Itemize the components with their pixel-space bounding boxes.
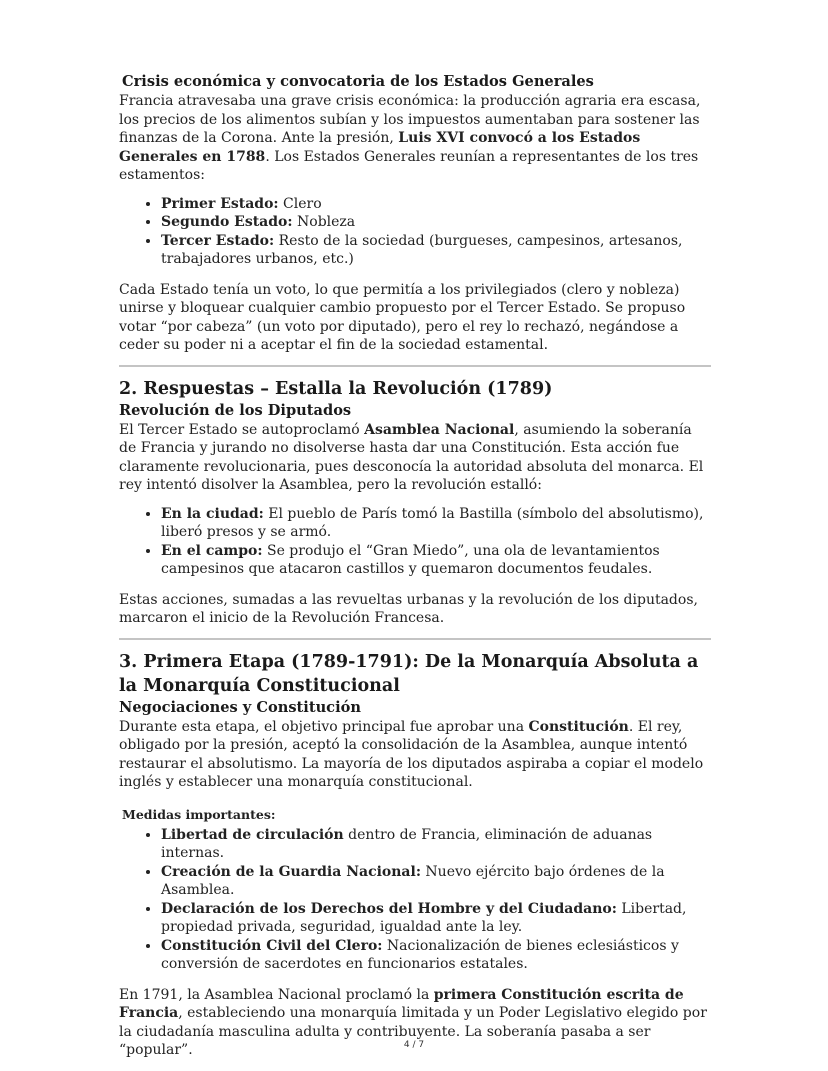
section-revolution: [119, 377, 711, 628]
list-item: • En la ciudad: El pueblo de París tomó la Bastilla (símbolo del absolutismo), liberó presos y se armó.: [161, 505, 711, 542]
measures-heading: Medidas importantes:: [122, 806, 276, 822]
measures-list: [119, 826, 711, 974]
uprisings-list: [119, 505, 711, 579]
section-divider: [119, 638, 711, 640]
heading-first-stage: 3. Primera Etapa (1789-1791): De la Monarquía Absoluta a la Monarquía Constitucional: [119, 651, 699, 696]
list-item: • Constitución Civil del Clero: Nacionalización de bienes eclesiásticos y conversión de sacerdotes en funcionarios estatales.: [161, 937, 711, 974]
list-item: • Declaración de los Derechos del Hombre y del Ciudadano: Libertad, propiedad privada, seguridad, igualdad ante la ley.: [161, 900, 711, 937]
paragraph-constitution-1791: En 1791, la Asamblea Nacional proclamó la primera Constitución escrita de Francia, estableciendo una monarquía limitada y un Poder Legislativo elegido por la ciudadanía masculina adulta y contribuyente. La soberanía pasaba a ser “popular”.: [119, 986, 707, 1058]
paragraph-crisis: Francia atravesaba una grave crisis económica: la producción agraria era escasa, los precios de los alimentos subían y los impuestos aumentaban para sostener las finanzas de la Corona. Ante la presión, Luis XVI convocó a los Estados Generales en 1788. Los Estados Generales reunían a representantes de los tres estamentos:: [119, 93, 701, 183]
list-item: • Tercer Estado: Resto de la sociedad (burgueses, campesinos, artesanos, trabajadores urbanos, etc.): [161, 232, 711, 269]
subheading-crisis: Crisis económica y convocatoria de los Estados Generales: [122, 73, 594, 90]
estates-list: [119, 195, 711, 269]
paragraph-negotiations: Durante esta etapa, el objetivo principal fue aprobar una Constitución. El rey, obligado por la presión, aceptó la consolidación de la Asamblea, aunque intentó restaurar el absolutismo. La mayoría de los diputados aspiraba a copiar el modelo inglés y establecer una monarquía constitucional.: [119, 718, 704, 790]
list-item: • En el campo: Se produjo el “Gran Miedo”, una ola de levantamientos campesinos que atacaron castillos y quemaron documentos feudales.: [161, 542, 711, 579]
section-first-stage: [119, 650, 711, 1060]
subheading-negotiations: Negociaciones y Constitución: [119, 698, 361, 716]
list-item: • Segundo Estado: Nobleza: [161, 213, 711, 232]
paragraph-revolution-start: Estas acciones, sumadas a las revueltas urbanas y la revolución de los diputados, marcaron el inicio de la Revolución Francesa.: [119, 591, 698, 626]
section-divider: [119, 365, 711, 367]
list-item: • Creación de la Guardia Nacional: Nuevo ejército bajo órdenes de la Asamblea.: [161, 863, 711, 900]
section-crisis: [119, 72, 711, 355]
document-page: [119, 72, 711, 1060]
paragraph-voting: Cada Estado tenía un voto, lo que permitía a los privilegiados (clero y nobleza) unirse y bloquear cualquier cambio propuesto por el Tercer Estado. Se propuso votar “por cabeza” (un voto por diputado), pero el rey lo rechazó, negándose a ceder su poder ni a aceptar el fin de la sociedad estamental.: [119, 281, 686, 353]
subheading-deputies: Revolución de los Diputados: [119, 401, 352, 419]
paragraph-deputies: El Tercer Estado se autoproclamó Asamblea Nacional, asumiendo la soberanía de Francia y jurando no disolverse hasta dar una Constitución. Esta acción fue claramente revolucionaria, pues desconocía la autoridad absoluta del monarca. El rey intentó disolver la Asamblea, pero la revolución estalló:: [119, 421, 704, 493]
heading-revolution: 2. Respuestas – Estalla la Revolución (1789): [119, 378, 553, 399]
list-item: • Libertad de circulación dentro de Francia, eliminación de aduanas internas.: [161, 826, 711, 863]
list-item: • Primer Estado: Clero: [161, 195, 711, 214]
page-number: 4 / 7: [403, 1040, 425, 1050]
